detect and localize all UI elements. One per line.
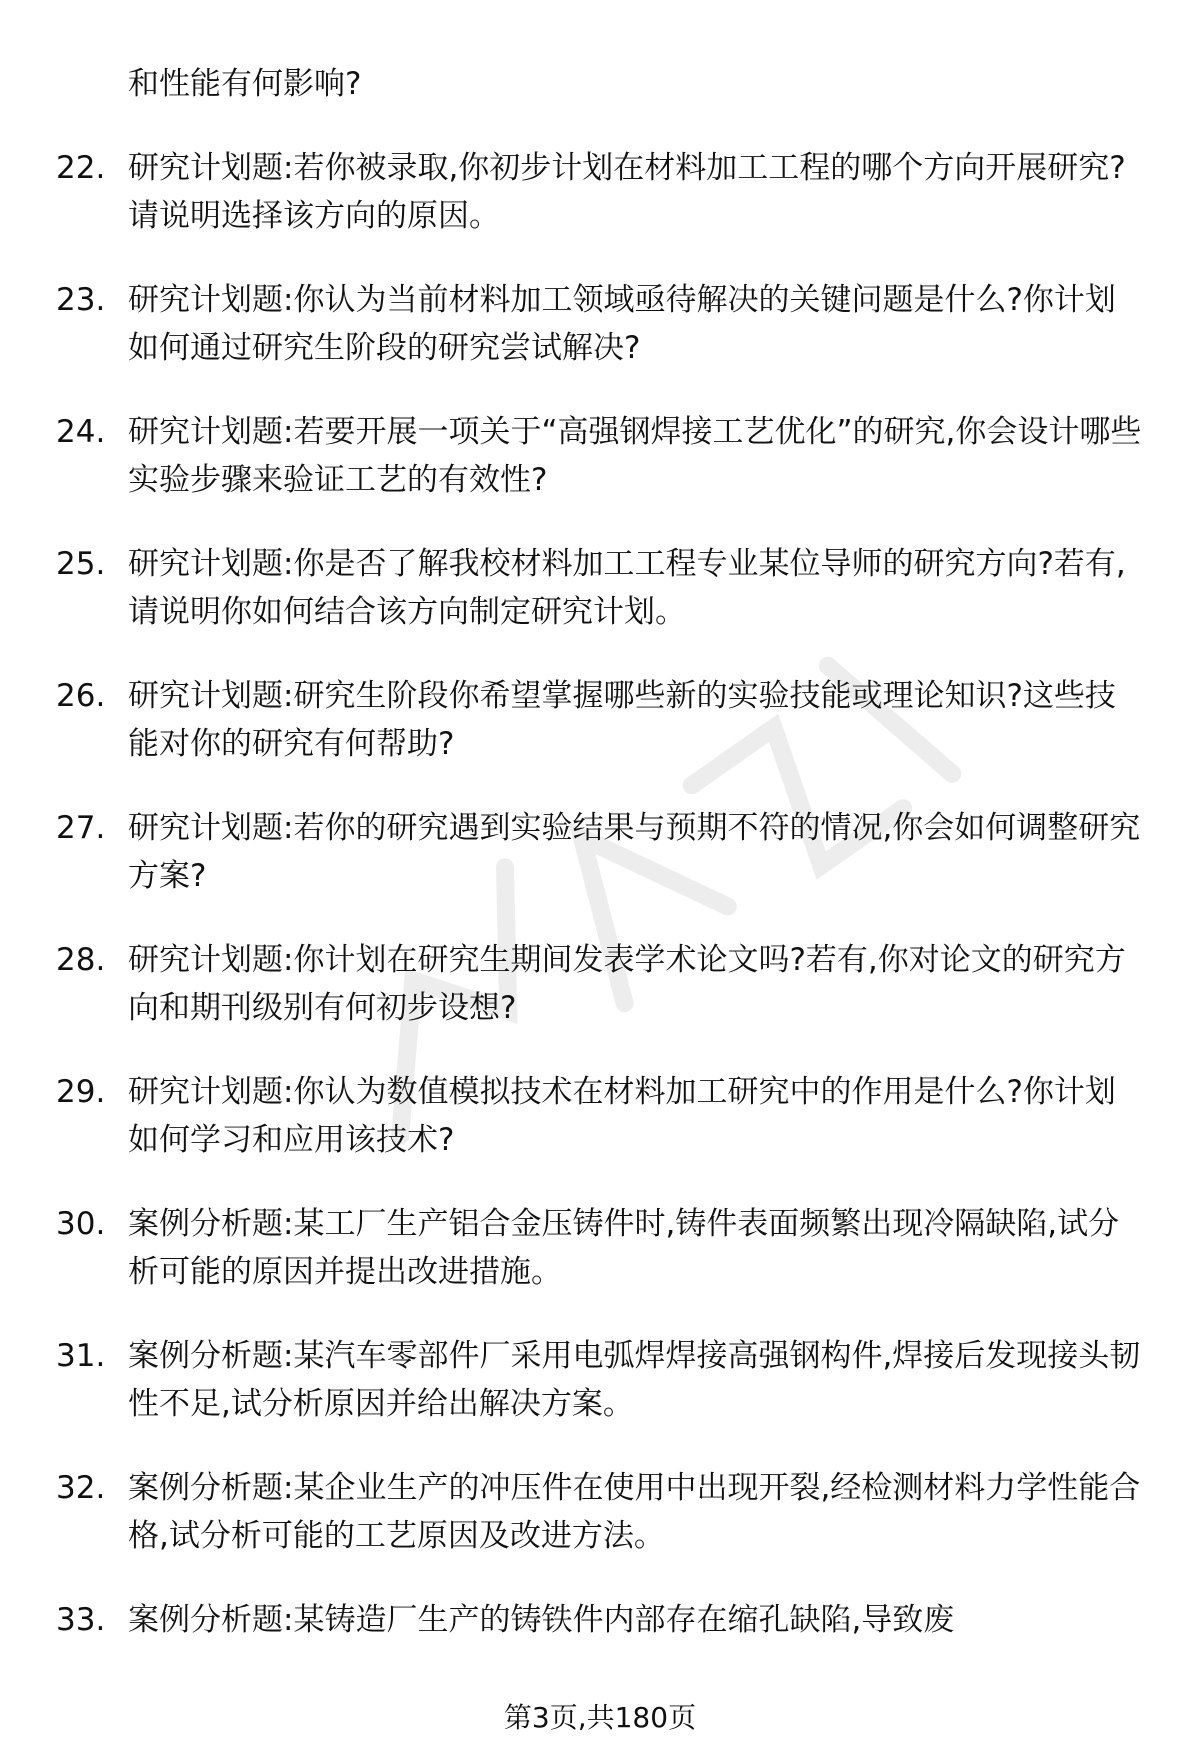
question-text: 研究计划题:研究生阶段你希望掌握哪些新的实验技能或理论知识?这些技能对你的研究有何帮助? xyxy=(128,678,1116,762)
question-item xyxy=(56,936,1146,1032)
question-item xyxy=(56,1464,1146,1560)
question-item xyxy=(56,540,1146,636)
question-number: 29. xyxy=(56,1074,106,1110)
question-number: 22. xyxy=(56,150,106,186)
question-number: 31. xyxy=(56,1338,106,1374)
question-text: 研究计划题:你认为当前材料加工领域亟待解决的关键问题是什么?你计划如何通过研究生阶段的研究尝试解决? xyxy=(128,282,1116,366)
question-number: 32. xyxy=(56,1470,106,1506)
question-item xyxy=(56,408,1146,504)
question-item xyxy=(56,1068,1146,1164)
question-item xyxy=(56,804,1146,900)
question-number: 24. xyxy=(56,414,106,450)
question-text: 案例分析题:某铸造厂生产的铸铁件内部存在缩孔缺陷,导致废 xyxy=(128,1602,955,1638)
question-text: 研究计划题:若你的研究遇到实验结果与预期不符的情况,你会如何调整研究方案? xyxy=(128,810,1141,894)
continued-question-text: 和性能有何影响? xyxy=(128,66,362,102)
question-item xyxy=(56,1596,1146,1644)
question-item xyxy=(56,1332,1146,1428)
question-number: 27. xyxy=(56,810,106,846)
question-number: 30. xyxy=(56,1206,106,1242)
question-text: 案例分析题:某汽车零部件厂采用电弧焊焊接高强钢构件,焊接后发现接头韧性不足,试分析原因并给出解决方案。 xyxy=(128,1338,1141,1422)
document-body xyxy=(56,60,1146,1680)
question-item xyxy=(56,276,1146,372)
question-item xyxy=(56,672,1146,768)
question-item xyxy=(56,144,1146,240)
question-number: 25. xyxy=(56,546,106,582)
question-text: 研究计划题:若要开展一项关于“高强钢焊接工艺优化”的研究,你会设计哪些实验步骤来验证工艺的有效性? xyxy=(128,414,1142,498)
question-number: 26. xyxy=(56,678,106,714)
question-text: 研究计划题:你计划在研究生期间发表学术论文吗?若有,你对论文的研究方向和期刊级别有何初步设想? xyxy=(128,942,1126,1026)
question-number: 33. xyxy=(56,1602,106,1638)
question-text: 案例分析题:某企业生产的冲压件在使用中出现开裂,经检测材料力学性能合格,试分析可能的工艺原因及改进方法。 xyxy=(128,1470,1141,1554)
question-item xyxy=(56,1200,1146,1296)
question-text: 案例分析题:某工厂生产铝合金压铸件时,铸件表面频繁出现冷隔缺陷,试分析可能的原因并提出改进措施。 xyxy=(128,1206,1120,1290)
question-number: 28. xyxy=(56,942,106,978)
question-text: 研究计划题:你认为数值模拟技术在材料加工研究中的作用是什么?你计划如何学习和应用该技术? xyxy=(128,1074,1116,1158)
question-text: 研究计划题:你是否了解我校材料加工工程专业某位导师的研究方向?若有,请说明你如何结合该方向制定研究计划。 xyxy=(128,546,1126,630)
page-footer: 第3页,共180页 xyxy=(503,1701,697,1734)
question-number: 23. xyxy=(56,282,106,318)
question-text: 研究计划题:若你被录取,你初步计划在材料加工工程的哪个方向开展研究?请说明选择该方向的原因。 xyxy=(128,150,1126,234)
